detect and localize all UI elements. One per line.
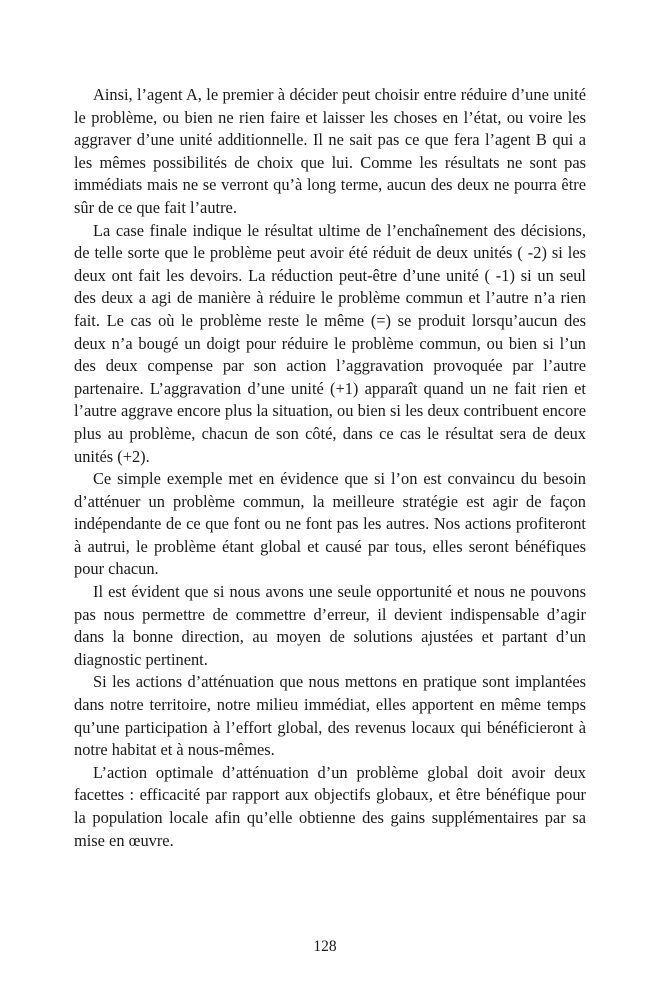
paragraph: Si les actions d’atténuation que nous mettons en pratique sont implantées dans notre territoire, notre milieu immédiat, elles apportent en même temps qu’une participation à l’effort global, des revenus locaux qui bénéficieront à notre habitat et à nous-mêmes. [74,672,586,760]
paragraph: L’action optimale d’atténuation d’un problème global doit avoir deux facettes : efficacité par rapport aux objectifs globaux, et être bénéfique pour la population locale afin qu’elle obtienne des gains supplémentaires par sa mise en œuvre. [74,762,586,850]
page-number: 128 [313,938,337,955]
paragraph: Il est évident que si nous avons une seule opportunité et nous ne pouvons pas nous permettre de commettre d’erreur, il devient indispensable d’agir dans la bonne direction, au moyen de solutions ajustées et partant d’un diagnostic pertinent. [74,582,586,669]
paragraph: Ainsi, l’agent A, le premier à décider peut choisir entre réduire d’une unité le problème, ou bien ne rien faire et laisser les choses en l’état, ou voire les aggraver d’une unité additionnelle. Il ne sait pas ce que fera l’agent B qui a les mêmes possibilités de choix que lui. Comme les résultats ne sont pas immédiats mais ne se verront qu’à long terme, aucun des deux ne pourra être sûr de ce que fait l’autre. [74,85,586,217]
paragraph: Ce simple exemple met en évidence que si l’on est convaincu du besoin d’atténuer un problème commun, la meilleure stratégie est agir de façon indépendante de ce que font ou ne font pas les autres. Nos actions profiteront à autrui, le problème étant global et causé par tous, elles seront bénéfiques pour chacun. [74,469,586,579]
body-text [74,84,586,852]
paragraph: La case finale indique le résultat ultime de l’enchaînement des décisions, de telle sorte que le problème peut avoir été réduit de deux unités ( -2) si les deux ont fait les devoirs. La réduction peut-être d’une unité ( -1) si un seul des deux a agi de manière à réduire le problème commun et l’autre n’a rien fait. Le cas où le problème reste le même (=) se produit lorsqu’aucun des deux n’a bougé un doigt pour réduire le problème commun, ou bien si l’un des deux compense par son action l’aggravation provoquée par l’autre partenaire. L’aggravation d’une unité (+1) apparaît quand un ne fait rien et l’autre aggrave encore plus la situation, ou bien si les deux contribuent encore plus au problème, chacun de son côté, dans ce cas le résultat sera de deux unités (+2). [74,220,586,466]
